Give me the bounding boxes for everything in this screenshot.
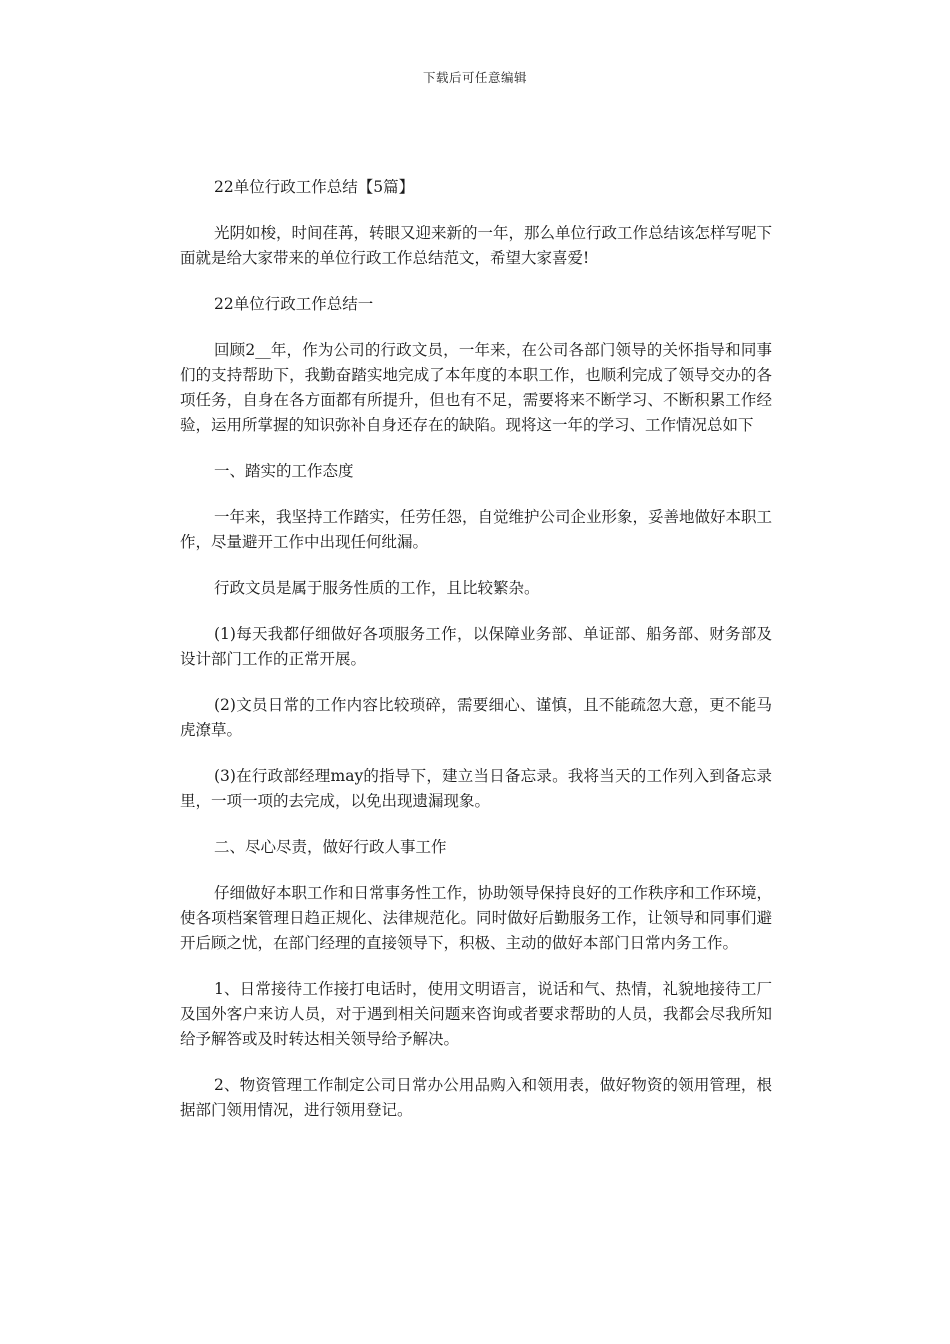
heading-hr-work: 二、尽心尽责，做好行政人事工作: [214, 838, 447, 856]
reception-paragraph: 1、日常接待工作接打电话时，使用文明语言，说话和气、热情，礼貌地接待工厂及国外客户来访人员，对于遇到相关问题来咨询或者要求帮助的人员，我都会尽我所知给予解答或及时转达相关领导给予解决。: [180, 980, 772, 1048]
document-body: [180, 175, 772, 1144]
document-title: 22单位行政工作总结【5篇】: [214, 178, 415, 196]
header-note: 下载后可任意编辑: [422, 70, 527, 85]
list-item-2: (2)文员日常的工作内容比较琐碎，需要细心、谨慎，且不能疏忽大意，更不能马虎潦草。: [180, 696, 772, 739]
intro-paragraph: 光阴如梭，时间荏苒，转眼又迎来新的一年，那么单位行政工作总结该怎样写呢下面就是给大家带来的单位行政工作总结范文，希望大家喜爱!: [180, 224, 773, 267]
materials-paragraph: 2、物资管理工作制定公司日常办公用品购入和领用表，做好物资的领用管理，根据部门领用情况，进行领用登记。: [180, 1076, 772, 1119]
service-nature-paragraph: 行政文员是属于服务性质的工作，且比较繁杂。: [214, 579, 540, 597]
hr-work-paragraph: 仔细做好本职工作和日常事务性工作，协助领导保持良好的工作秩序和工作环境，使各项档案管理日趋正规化、法律规范化。同时做好后勤服务工作，让领导和同事们避开后顾之忧，在部门经理的直接领导下，积极、主动的做好本部门日常内务工作。: [180, 884, 773, 952]
section-subtitle: 22单位行政工作总结一: [214, 295, 374, 313]
list-item-3: (3)在行政部经理may的指导下，建立当日备忘录。我将当天的工作列入到备忘录里，一项一项的去完成，以免出现遗漏现象。: [180, 767, 772, 810]
list-item-1: (1)每天我都仔细做好各项服务工作，以保障业务部、单证部、船务部、财务部及设计部门工作的正常开展。: [180, 625, 772, 668]
review-paragraph: 回顾2__年，作为公司的行政文员，一年来，在公司各部门领导的关怀指导和同事们的支持帮助下，我勤奋踏实地完成了本年度的本职工作，也顺利完成了领导交办的各项任务，自身在各方面都有所提升，但也有不足，需要将来不断学习、不断积累工作经验，运用所掌握的知识弥补自身还存在的缺陷。现将这一年的学习、工作情况总如下: [180, 341, 772, 434]
heading-work-attitude: 一、踏实的工作态度: [214, 462, 354, 480]
attitude-paragraph: 一年来，我坚持工作踏实，任劳任怨，自觉维护公司企业形象，妥善地做好本职工作，尽量避开工作中出现任何纰漏。: [180, 508, 773, 551]
